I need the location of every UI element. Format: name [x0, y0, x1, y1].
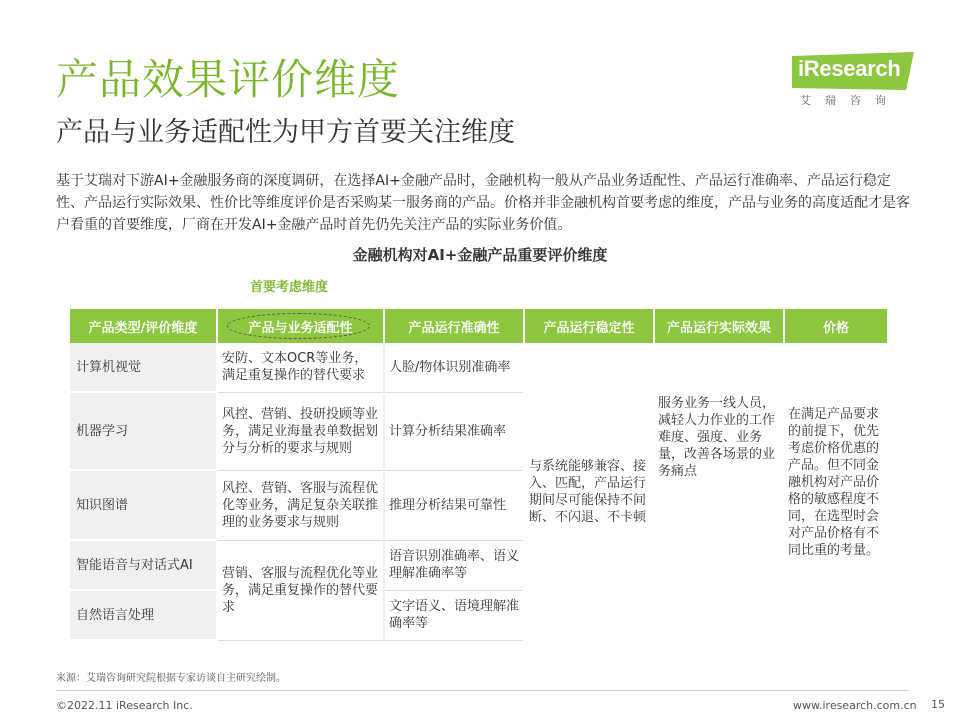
category-cell: 知识图谱 [70, 470, 217, 540]
header-product-type: 产品类型/评价维度 [70, 309, 217, 343]
header-accuracy: 产品运行准确性 [384, 309, 524, 343]
iresearch-logo [792, 52, 914, 108]
website-link[interactable]: www.iresearch.com.cn [793, 699, 917, 712]
category-cell: 机器学习 [70, 392, 217, 470]
effect-cell: 服务业务一线人员，减轻人力作业的工作难度、强度、业务量，改善各场景的业务痛点 [658, 396, 776, 479]
price-cell: 在满足产品要求的前提下，优先考虑价格优惠的产品。但不同金融机构对产品价格的敏感程度不同，在选型时会对产品价格有不同比重的考量。 [788, 407, 880, 558]
fit-cell: 风控、营销、客服与流程优化等业务，满足复杂关联推理的业务要求与规则 [217, 470, 384, 540]
accuracy-cell: 推理分析结果可靠性 [384, 470, 524, 540]
logo-brand: iResearch [798, 56, 901, 81]
category-cell: 自然语言处理 [70, 590, 217, 640]
accuracy-cell: 文字语义、语境理解准确率等 [384, 590, 524, 640]
table-title: 金融机构对AI+金融产品重要评价维度 [352, 246, 608, 264]
table-header-row [70, 309, 887, 343]
page-number: 15 [931, 698, 945, 711]
evaluation-table [70, 309, 887, 641]
header-business-fit-label: 产品与业务适配性 [248, 320, 353, 336]
footer-divider [56, 690, 908, 691]
header-effect: 产品运行实际效果 [654, 309, 784, 343]
intro-paragraph: 基于艾瑞对下游AI+金融服务商的深度调研，在选择AI+金融产品时，金融机构一般从产品业务适配性、产品运行准确率、产品运行稳定性、产品运行实际效果、性价比等维度评价是否采购某一服务商的产品。价格并非金融机构首要考虑的维度，产品与业务的高度适配才是客户看重的首要维度，厂商在开发AI+金融产品时首先仍先关注产品的实际业务价值。 [56, 173, 910, 233]
fit-cell: 营销、客服与流程优化等业务，满足重复操作的替代要求 [217, 540, 384, 640]
category-cell: 计算机视觉 [70, 343, 217, 392]
header-price: 价格 [784, 309, 887, 343]
logo-tagline: 艾瑞咨询 [800, 94, 900, 107]
header-stability: 产品运行稳定性 [524, 309, 654, 343]
accuracy-cell: 计算分析结果准确率 [384, 392, 524, 470]
source-note: 来源：艾瑞咨询研究院根据专家访谈自主研究绘制。 [56, 673, 286, 684]
fit-cell: 安防、文本OCR等业务，满足重复操作的替代要求 [217, 343, 384, 392]
page-title: 产品效果评价维度 [56, 55, 401, 104]
accuracy-cell: 人脸/物体识别准确率 [384, 343, 524, 392]
page-subtitle: 产品与业务适配性为甲方首要关注维度 [56, 117, 515, 148]
accuracy-cell: 语音识别准确率、语义理解准确率等 [384, 540, 524, 590]
header-business-fit [217, 309, 384, 343]
stability-cell: 与系统能够兼容、接入、匹配，产品运行期间尽可能保持不间断、不闪退、不卡顿 [529, 458, 647, 525]
table-row [70, 343, 887, 392]
priority-label: 首要考虑维度 [250, 280, 329, 295]
category-cell: 智能语音与对话式AI [70, 540, 217, 590]
fit-cell: 风控、营销、投研投顾等业务，满足业海量表单数据划分与分析的要求与规则 [217, 392, 384, 470]
copyright-text: ©2022.11 iResearch Inc. [56, 699, 193, 712]
